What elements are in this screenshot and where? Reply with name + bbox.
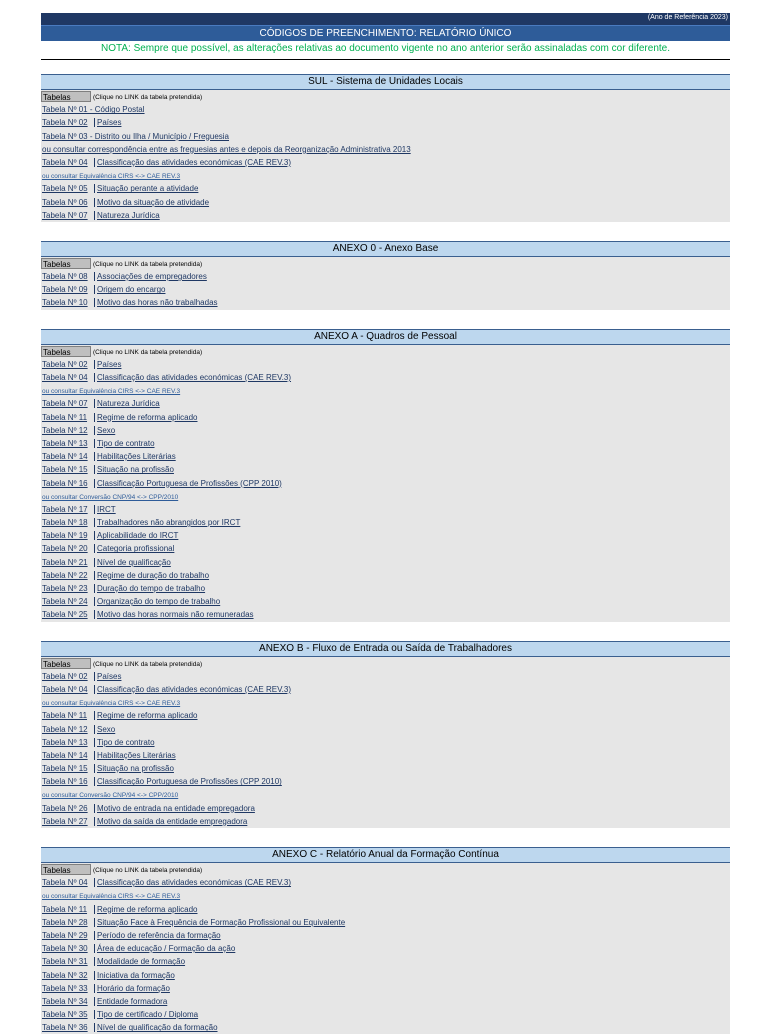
table-link-row[interactable]	[41, 450, 730, 463]
table-number-link[interactable]: Tabela Nº 18	[42, 518, 88, 528]
table-number-link[interactable]: Tabela Nº 11	[42, 904, 88, 914]
clique-note: (Clique no LINK da tabela pretendida)	[93, 660, 203, 668]
table-link-row[interactable]	[41, 942, 730, 955]
table-description-link[interactable]: Nível de qualificação da formação	[94, 1023, 218, 1032]
table-link-row[interactable]	[41, 569, 730, 582]
table-number-link[interactable]: Tabela Nº 13	[42, 438, 88, 448]
table-number-link[interactable]: Tabela Nº 20	[42, 544, 88, 554]
tabelas-label: Tabelas	[41, 864, 91, 875]
table-description-link[interactable]: Países	[94, 360, 121, 369]
table-link-row[interactable]	[41, 169, 730, 182]
table-number-link[interactable]: Tabela Nº 22	[42, 570, 88, 580]
table-link-row[interactable]	[41, 889, 730, 902]
section	[41, 329, 730, 622]
table-description-link[interactable]: Duração do tempo de trabalho	[94, 584, 205, 593]
table-description-link[interactable]: Classificação Portuguesa de Profissões (CPP 2010)	[94, 479, 282, 488]
table-link-row[interactable]	[41, 929, 730, 942]
table-description-link[interactable]: Sexo	[94, 426, 115, 435]
table-description-link[interactable]: Motivo da saída da entidade empregadora	[94, 817, 247, 826]
tabelas-label: Tabelas	[41, 91, 91, 102]
table-description-link[interactable]: Países	[94, 118, 121, 127]
table-number-link[interactable]: Tabela Nº 24	[42, 597, 88, 607]
table-number-link[interactable]: Tabela Nº 06	[42, 197, 88, 207]
table-number-link[interactable]: Tabela Nº 32	[42, 970, 88, 980]
table-description-link[interactable]: Origem do encargo	[94, 285, 165, 294]
table-link-row[interactable]	[41, 802, 730, 815]
table-link-row[interactable]	[41, 116, 730, 129]
table-description-link[interactable]: Classificação das atividades económicas (CAE REV.3)	[94, 373, 291, 382]
table-link-row[interactable]	[41, 723, 730, 736]
table-description-link[interactable]: Motivo das horas normais não remuneradas	[94, 610, 254, 619]
table-description-link[interactable]: Classificação das atividades económicas (CAE REV.3)	[94, 878, 291, 887]
table-number-link[interactable]: Tabela Nº 08	[42, 272, 88, 282]
table-description-link[interactable]: Regime de reforma aplicado	[94, 711, 198, 720]
table-number-link[interactable]: Tabela Nº 30	[42, 944, 88, 954]
table-number-link[interactable]: Tabela Nº 36	[42, 1023, 88, 1033]
table-description-link[interactable]: IRCT	[94, 505, 116, 514]
section	[41, 847, 730, 1034]
table-link-row[interactable]	[41, 1021, 730, 1034]
section-title: ANEXO A - Quadros de Pessoal	[41, 329, 730, 345]
table-link-row[interactable]	[41, 582, 730, 595]
table-link-row[interactable]	[41, 477, 730, 490]
tabelas-header-row	[41, 90, 730, 103]
table-number-link[interactable]: Tabela Nº 10	[42, 298, 88, 308]
table-number-link[interactable]: Tabela Nº 35	[42, 1010, 88, 1020]
tabelas-header-row	[41, 863, 730, 876]
table-description-link[interactable]: Natureza Jurídica	[94, 211, 160, 220]
table-link[interactable]: Tabela Nº 01 - Código Postal	[42, 105, 145, 115]
table-description-link[interactable]: Classificação das atividades económicas (CAE REV.3)	[94, 685, 291, 694]
table-description-link[interactable]: Motivo da situação de atividade	[94, 198, 209, 207]
section	[41, 241, 730, 310]
table-number-link[interactable]: Tabela Nº 15	[42, 764, 88, 774]
table-link-row[interactable]	[41, 358, 730, 371]
equivalence-link[interactable]: ou consultar Conversão CNP/94 <-> CPP/2010	[42, 493, 179, 501]
table-number-link[interactable]: Tabela Nº 02	[42, 671, 88, 681]
table-description-link[interactable]: Regime de reforma aplicado	[94, 905, 198, 914]
table-number-link[interactable]: Tabela Nº 07	[42, 399, 88, 409]
tabelas-label: Tabelas	[41, 346, 91, 357]
table-link-row[interactable]	[41, 876, 730, 889]
table-link-row[interactable]	[41, 196, 730, 209]
equivalence-link[interactable]: ou consultar Equivalência CIRS <-> CAE REV.3	[42, 893, 181, 901]
tabelas-header-row	[41, 657, 730, 670]
section-gap	[41, 222, 730, 241]
clique-note: (Clique no LINK da tabela pretendida)	[93, 348, 203, 356]
freguesias-correspondence-link[interactable]: ou consultar correspondência entre as freguesias antes e depois da Reorganização Administrativa 2013	[42, 144, 411, 154]
table-description-link[interactable]: Horário da formação	[94, 984, 170, 993]
table-link-row[interactable]	[41, 209, 730, 222]
table-description-link[interactable]: Aplicabilidade do IRCT	[94, 531, 178, 540]
equivalence-link[interactable]: ou consultar Conversão CNP/94 <-> CPP/2010	[42, 792, 179, 800]
table-link-row[interactable]	[41, 437, 730, 450]
table-description-link[interactable]: Sexo	[94, 725, 115, 734]
section-body	[41, 90, 730, 222]
table-number-link[interactable]: Tabela Nº 14	[42, 750, 88, 760]
table-link-row[interactable]	[41, 283, 730, 296]
equivalence-link[interactable]: ou consultar Equivalência CIRS <-> CAE REV.3	[42, 700, 181, 708]
table-link-row[interactable]	[41, 397, 730, 410]
table-description-link[interactable]: Situação na profissão	[94, 764, 174, 773]
table-link-row[interactable]	[41, 384, 730, 397]
table-link-row[interactable]	[41, 516, 730, 529]
top-banner	[41, 13, 730, 25]
table-number-link[interactable]: Tabela Nº 04	[42, 157, 88, 167]
table-number-link[interactable]: Tabela Nº 29	[42, 930, 88, 940]
table-description-link[interactable]: Situação na profissão	[94, 465, 174, 474]
table-number-link[interactable]: Tabela Nº 04	[42, 684, 88, 694]
tabelas-label: Tabelas	[41, 658, 91, 669]
table-link-row[interactable]	[41, 529, 730, 542]
table-number-link[interactable]: Tabela Nº 33	[42, 983, 88, 993]
table-description-link[interactable]: Classificação das atividades económicas (CAE REV.3)	[94, 158, 291, 167]
table-number-link[interactable]: Tabela Nº 04	[42, 878, 88, 888]
equivalence-link[interactable]: ou consultar Equivalência CIRS <-> CAE REV.3	[42, 388, 181, 396]
table-link-row[interactable]	[41, 969, 730, 982]
table-description-link[interactable]: Associações de empregadores	[94, 272, 207, 281]
table-description-link[interactable]: Motivo de entrada na entidade empregadora	[94, 804, 255, 813]
table-link-row[interactable]	[41, 556, 730, 569]
table-number-link[interactable]: Tabela Nº 02	[42, 359, 88, 369]
section-body	[41, 257, 730, 310]
table-link-row[interactable]	[41, 1008, 730, 1021]
spreadsheet-sheet	[41, 13, 730, 1034]
section	[41, 641, 730, 828]
table-description-link[interactable]: Área de educação / Formação da ação	[94, 944, 235, 953]
table-number-link[interactable]: Tabela Nº 12	[42, 724, 88, 734]
table-description-link[interactable]: Modalidade de formação	[94, 957, 185, 966]
table-link-row[interactable]	[41, 143, 730, 156]
table-link-row[interactable]	[41, 490, 730, 503]
table-link-row[interactable]	[41, 709, 730, 722]
table-number-link[interactable]: Tabela Nº 25	[42, 610, 88, 620]
table-description-link[interactable]: Regime de duração do trabalho	[94, 571, 209, 580]
equivalence-link[interactable]: ou consultar Equivalência CIRS <-> CAE REV.3	[42, 173, 181, 181]
clique-note: (Clique no LINK da tabela pretendida)	[93, 94, 203, 101]
table-link-row[interactable]	[41, 411, 730, 424]
table-number-link[interactable]: Tabela Nº 34	[42, 996, 88, 1006]
table-number-link[interactable]: Tabela Nº 02	[42, 118, 88, 128]
table-description-link[interactable]: Países	[94, 672, 121, 681]
table-link-row[interactable]	[41, 130, 730, 143]
section-title: ANEXO C - Relatório Anual da Formação Contínua	[41, 847, 730, 863]
table-link-row[interactable]	[41, 815, 730, 828]
table-number-link[interactable]: Tabela Nº 04	[42, 373, 88, 382]
section-body	[41, 863, 730, 1034]
table-number-link[interactable]: Tabela Nº 11	[42, 711, 88, 721]
section-body	[41, 657, 730, 828]
table-link-row[interactable]	[41, 762, 730, 775]
table-description-link[interactable]: Entidade formadora	[94, 997, 167, 1006]
table-description-link[interactable]: Organização do tempo de trabalho	[94, 597, 220, 606]
table-link-row[interactable]	[41, 670, 730, 683]
tabelas-header-row	[41, 345, 730, 358]
section-title: ANEXO 0 - Anexo Base	[41, 241, 730, 257]
table-link-row[interactable]	[41, 955, 730, 968]
table-number-link[interactable]: Tabela Nº 14	[42, 452, 88, 462]
table-description-link[interactable]: Iniciativa da formação	[94, 971, 175, 980]
section-title: ANEXO B - Fluxo de Entrada ou Saída de Trabalhadores	[41, 641, 730, 657]
table-description-link[interactable]: Categoria profissional	[94, 544, 174, 553]
table-description-link[interactable]: Habilitações Literárias	[94, 452, 176, 461]
table-link-row[interactable]	[41, 608, 730, 621]
tabelas-header-row	[41, 257, 730, 270]
sections-container	[41, 60, 730, 1034]
table-link-row[interactable]	[41, 903, 730, 916]
table-number-link[interactable]: Tabela Nº 17	[42, 504, 88, 514]
table-link-row[interactable]	[41, 463, 730, 476]
section-gap	[41, 310, 730, 329]
table-link-row[interactable]	[41, 371, 730, 384]
table-link-row[interactable]	[41, 775, 730, 788]
table-description-link[interactable]: Habilitações Literárias	[94, 751, 176, 760]
table-link-row[interactable]	[41, 788, 730, 801]
table-description-link[interactable]: Situação Face à Frequência de Formação Profissional ou Equivalente	[94, 918, 345, 927]
table-description-link[interactable]: Nível de qualificação	[94, 558, 171, 567]
table-number-link[interactable]: Tabela Nº 12	[42, 425, 88, 435]
table-description-link[interactable]: Motivo das horas não trabalhadas	[94, 298, 218, 307]
page-title: CÓDIGOS DE PREENCHIMENTO: RELATÓRIO ÚNICO	[41, 25, 730, 41]
reference-year-label: (Ano de Referência 2023)	[647, 14, 728, 21]
table-number-link[interactable]: Tabela Nº 05	[42, 184, 88, 194]
table-link-row[interactable]	[41, 156, 730, 169]
table-number-link[interactable]: Tabela Nº 26	[42, 803, 88, 813]
table-link-row[interactable]	[41, 982, 730, 995]
table-description-link[interactable]: Classificação Portuguesa de Profissões (CPP 2010)	[94, 777, 282, 786]
table-link[interactable]: Tabela Nº 03 - Distrito ou Ilha / Município / Freguesia	[42, 131, 230, 141]
table-number-link[interactable]: Tabela Nº 09	[42, 285, 88, 295]
table-number-link[interactable]: Tabela Nº 13	[42, 737, 88, 747]
table-link-row[interactable]	[41, 595, 730, 608]
table-description-link[interactable]: Tipo de certificado / Diploma	[94, 1010, 198, 1019]
table-description-link[interactable]: Tipo de contrato	[94, 439, 155, 448]
table-link-row[interactable]	[41, 182, 730, 195]
table-link-row[interactable]	[41, 503, 730, 516]
table-number-link[interactable]: Tabela Nº 16	[42, 777, 88, 787]
table-link-row[interactable]	[41, 749, 730, 762]
section-body	[41, 345, 730, 622]
table-number-link[interactable]: Tabela Nº 27	[42, 816, 88, 826]
section-gap	[41, 60, 730, 74]
table-number-link[interactable]: Tabela Nº 21	[42, 557, 88, 567]
tabelas-label: Tabelas	[41, 258, 91, 269]
table-description-link[interactable]: Tipo de contrato	[94, 738, 155, 747]
section-gap	[41, 828, 730, 847]
table-link-row[interactable]	[41, 542, 730, 555]
table-link-row[interactable]	[41, 696, 730, 709]
table-number-link[interactable]: Tabela Nº 11	[42, 412, 88, 422]
table-description-link[interactable]: Regime de reforma aplicado	[94, 413, 198, 422]
table-description-link[interactable]: Situação perante a atividade	[94, 184, 198, 193]
table-link-row[interactable]	[41, 103, 730, 116]
table-link-row[interactable]	[41, 916, 730, 929]
section	[41, 74, 730, 222]
table-link-row[interactable]	[41, 270, 730, 283]
table-link-row[interactable]	[41, 736, 730, 749]
section-title: SUL - Sistema de Unidades Locais	[41, 74, 730, 90]
table-number-link[interactable]: Tabela Nº 31	[42, 957, 88, 967]
table-link-row[interactable]	[41, 683, 730, 696]
table-description-link[interactable]: Período de referência da formação	[94, 931, 221, 940]
table-link-row[interactable]	[41, 995, 730, 1008]
table-description-link[interactable]: Natureza Jurídica	[94, 399, 160, 408]
table-number-link[interactable]: Tabela Nº 19	[42, 531, 88, 541]
table-link-row[interactable]	[41, 424, 730, 437]
table-number-link[interactable]: Tabela Nº 23	[42, 584, 88, 593]
table-description-link[interactable]: Trabalhadores não abrangidos por IRCT	[94, 518, 240, 527]
section-gap	[41, 622, 730, 641]
clique-note: (Clique no LINK da tabela pretendida)	[93, 867, 203, 874]
table-number-link[interactable]: Tabela Nº 15	[42, 465, 88, 475]
clique-note: (Clique no LINK da tabela pretendida)	[93, 260, 203, 268]
table-number-link[interactable]: Tabela Nº 07	[42, 210, 88, 220]
table-number-link[interactable]: Tabela Nº 16	[42, 478, 88, 488]
nota-text: NOTA: Sempre que possível, as alterações relativas ao documento vigente no ano anterior serão assinaladas com cor diferente.	[100, 43, 670, 54]
table-number-link[interactable]: Tabela Nº 28	[42, 917, 88, 927]
table-link-row[interactable]	[41, 296, 730, 309]
